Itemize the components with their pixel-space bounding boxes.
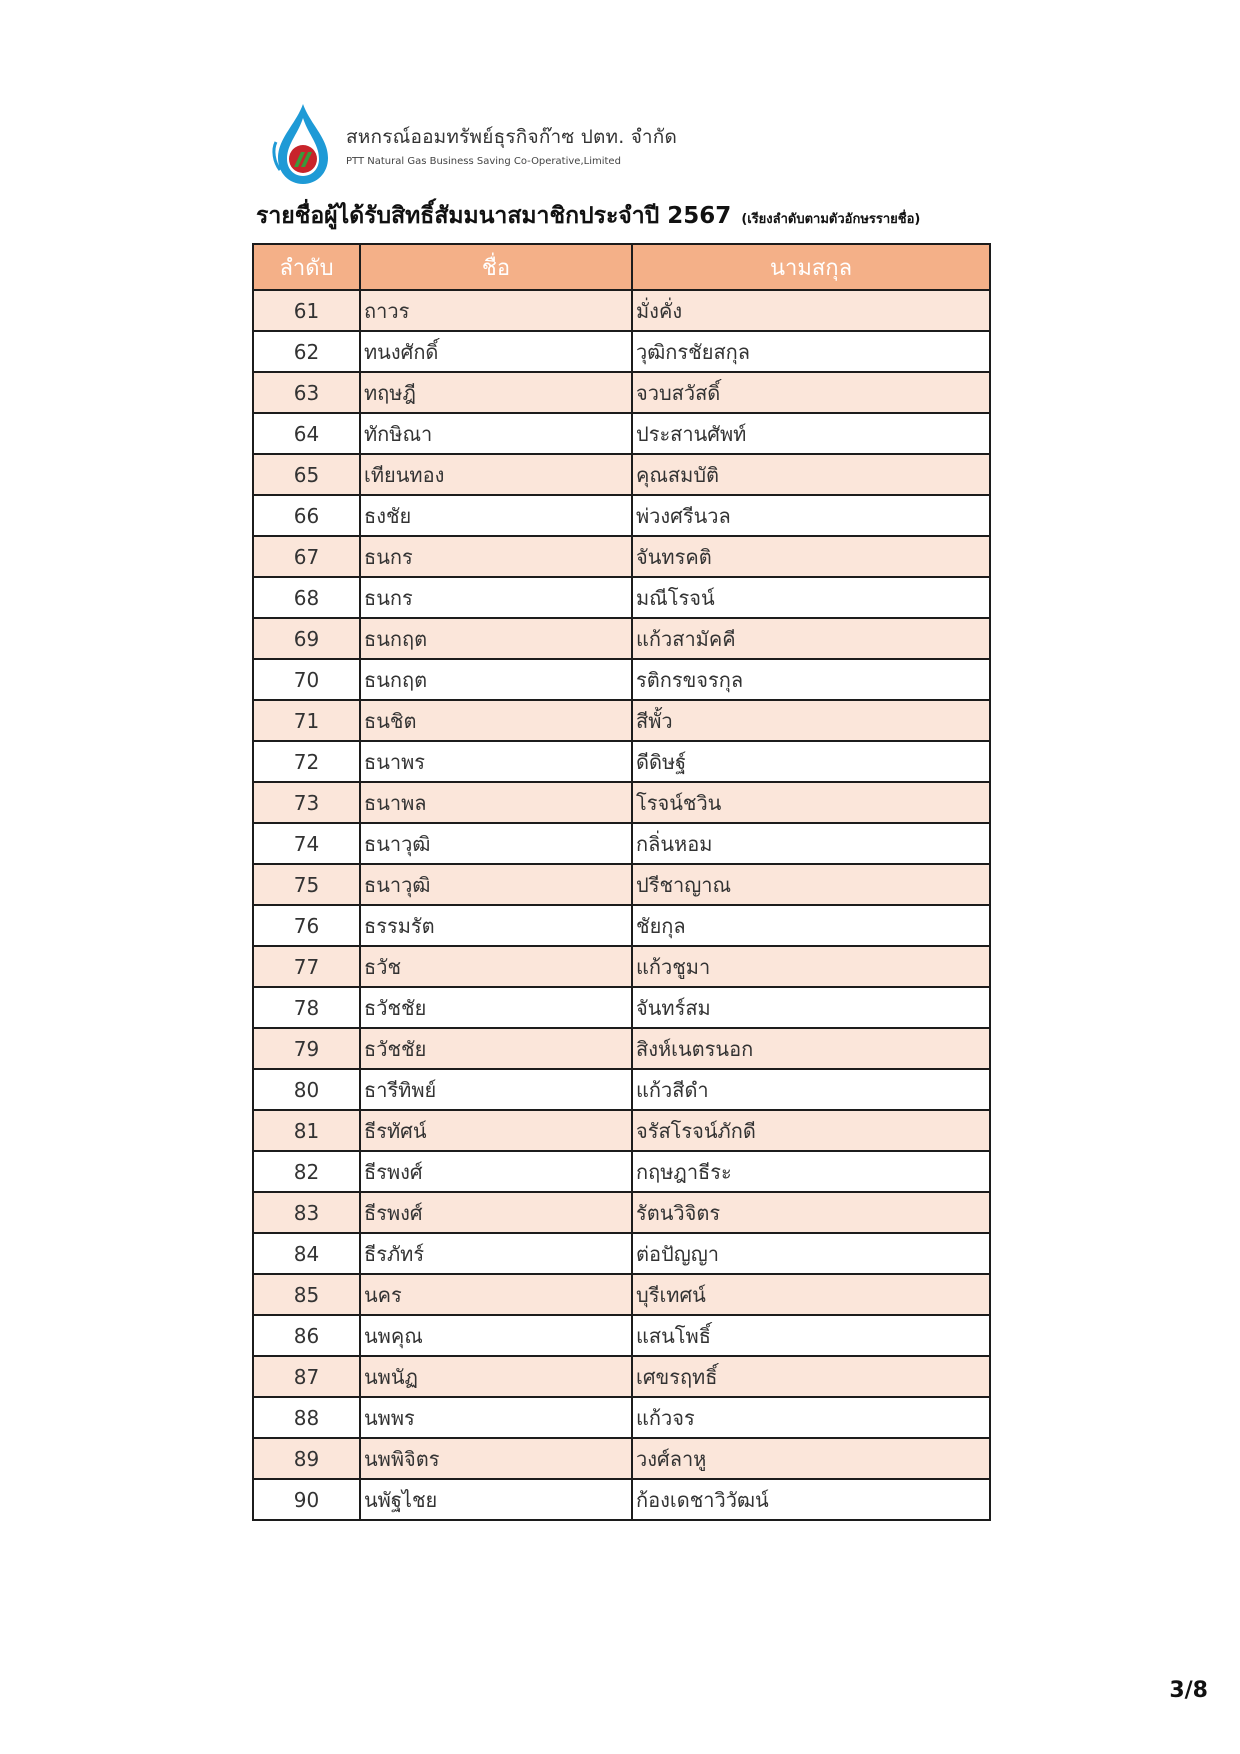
cell-first-name: ธนกฤต <box>360 618 632 659</box>
table-row <box>253 536 990 577</box>
cell-first-name: นพคุณ <box>360 1315 632 1356</box>
table-row <box>253 700 990 741</box>
page-title: รายชื่อผู้ได้รับสิทธิ์สัมมนาสมาชิกประจำปี 2567 <box>256 203 732 229</box>
cell-first-name: นพัฐไชย <box>360 1479 632 1520</box>
table-row <box>253 1151 990 1192</box>
cell-last-name: ชัยกุล <box>632 905 990 946</box>
cell-first-name: ธนาพล <box>360 782 632 823</box>
cell-first-name: ธีรทัศน์ <box>360 1110 632 1151</box>
cell-last-name: แก้วสีดำ <box>632 1069 990 1110</box>
cell-number: 67 <box>253 536 360 577</box>
table-row <box>253 1110 990 1151</box>
cell-last-name: ปรีชาญาณ <box>632 864 990 905</box>
cell-number: 72 <box>253 741 360 782</box>
table-row <box>253 741 990 782</box>
cell-last-name: แก้วชูมา <box>632 946 990 987</box>
table-row <box>253 905 990 946</box>
table-row <box>253 823 990 864</box>
cell-number: 84 <box>253 1233 360 1274</box>
cell-last-name: ประสานศัพท์ <box>632 413 990 454</box>
table-row <box>253 1233 990 1274</box>
cell-number: 69 <box>253 618 360 659</box>
column-header-last-name: นามสกุล <box>632 244 990 290</box>
cell-last-name: ดีดิษฐ์ <box>632 741 990 782</box>
cell-number: 68 <box>253 577 360 618</box>
table-row <box>253 290 990 331</box>
column-header-first-name: ชื่อ <box>360 244 632 290</box>
org-name-en: PTT Natural Gas Business Saving Co-Operative,Limited <box>346 155 621 167</box>
cell-last-name: เศขรฤทธิ์ <box>632 1356 990 1397</box>
table-row <box>253 1192 990 1233</box>
table-row <box>253 1069 990 1110</box>
cell-last-name: จันทร์สม <box>632 987 990 1028</box>
table-row <box>253 1274 990 1315</box>
cell-first-name: เทียนทอง <box>360 454 632 495</box>
cell-first-name: นพพร <box>360 1397 632 1438</box>
cell-number: 81 <box>253 1110 360 1151</box>
cell-first-name: ทักษิณา <box>360 413 632 454</box>
cell-last-name: พ่วงศรีนวล <box>632 495 990 536</box>
table-row <box>253 864 990 905</box>
cell-last-name: รัตนวิจิตร <box>632 1192 990 1233</box>
cell-last-name: จันทรคติ <box>632 536 990 577</box>
cell-first-name: ธนชิต <box>360 700 632 741</box>
table-row <box>253 495 990 536</box>
table-row <box>253 946 990 987</box>
cell-number: 88 <box>253 1397 360 1438</box>
cell-number: 70 <box>253 659 360 700</box>
cell-last-name: จรัสโรจน์ภักดี <box>632 1110 990 1151</box>
cell-first-name: ถาวร <box>360 290 632 331</box>
cell-number: 77 <box>253 946 360 987</box>
cell-last-name: สิงห์เนตรนอก <box>632 1028 990 1069</box>
cell-number: 89 <box>253 1438 360 1479</box>
cell-number: 90 <box>253 1479 360 1520</box>
cell-last-name: มั่งคั่ง <box>632 290 990 331</box>
cell-last-name: วงศ์ลาหู <box>632 1438 990 1479</box>
cell-first-name: ธงชัย <box>360 495 632 536</box>
members-table <box>252 243 991 1521</box>
cell-last-name: ต่อปัญญา <box>632 1233 990 1274</box>
cell-number: 62 <box>253 331 360 372</box>
page-number: 3/8 <box>1169 1678 1208 1703</box>
cell-last-name: คุณสมบัติ <box>632 454 990 495</box>
cell-last-name: สีพั้ว <box>632 700 990 741</box>
cell-first-name: ธีรพงศ์ <box>360 1151 632 1192</box>
cell-number: 74 <box>253 823 360 864</box>
cell-number: 83 <box>253 1192 360 1233</box>
table-row <box>253 1028 990 1069</box>
cell-last-name: รติกรขจรกุล <box>632 659 990 700</box>
cell-first-name: ธารีทิพย์ <box>360 1069 632 1110</box>
table-row <box>253 372 990 413</box>
table-row <box>253 1397 990 1438</box>
table-row <box>253 454 990 495</box>
table-row <box>253 1315 990 1356</box>
pttgas-logo-icon <box>270 102 336 186</box>
cell-first-name: ธีรพงศ์ <box>360 1192 632 1233</box>
table-row <box>253 413 990 454</box>
cell-number: 66 <box>253 495 360 536</box>
cell-first-name: ธนาวุฒิ <box>360 823 632 864</box>
table-row <box>253 618 990 659</box>
cell-number: 80 <box>253 1069 360 1110</box>
cell-number: 87 <box>253 1356 360 1397</box>
cell-first-name: ธีรภัทร์ <box>360 1233 632 1274</box>
table-row <box>253 1356 990 1397</box>
cell-last-name: กลิ่นหอม <box>632 823 990 864</box>
cell-last-name: โรจน์ชวิน <box>632 782 990 823</box>
cell-number: 71 <box>253 700 360 741</box>
org-name-th: สหกรณ์ออมทรัพย์ธุรกิจก๊าซ ปตท. จำกัด <box>346 125 677 148</box>
cell-number: 64 <box>253 413 360 454</box>
cell-number: 61 <box>253 290 360 331</box>
cell-first-name: นคร <box>360 1274 632 1315</box>
table-row <box>253 1438 990 1479</box>
letterhead <box>270 102 677 186</box>
cell-number: 79 <box>253 1028 360 1069</box>
cell-last-name: วุฒิกรชัยสกุล <box>632 331 990 372</box>
table-row <box>253 331 990 372</box>
cell-last-name: ก้องเดชาวิวัฒน์ <box>632 1479 990 1520</box>
cell-last-name: แสนโพธิ์ <box>632 1315 990 1356</box>
cell-last-name: แก้วจร <box>632 1397 990 1438</box>
cell-first-name: นพพิจิตร <box>360 1438 632 1479</box>
cell-first-name: ธนาพร <box>360 741 632 782</box>
cell-first-name: ทฤษฎี <box>360 372 632 413</box>
cell-first-name: นพนัฏ <box>360 1356 632 1397</box>
cell-number: 73 <box>253 782 360 823</box>
cell-number: 82 <box>253 1151 360 1192</box>
cell-number: 65 <box>253 454 360 495</box>
document-title <box>256 198 1056 234</box>
cell-number: 78 <box>253 987 360 1028</box>
cell-first-name: ธวัช <box>360 946 632 987</box>
cell-first-name: ธรรมรัต <box>360 905 632 946</box>
cell-last-name: กฤษฎาธีระ <box>632 1151 990 1192</box>
cell-number: 63 <box>253 372 360 413</box>
cell-number: 86 <box>253 1315 360 1356</box>
cell-first-name: ทนงศักดิ์ <box>360 331 632 372</box>
table-row <box>253 659 990 700</box>
table-row <box>253 987 990 1028</box>
cell-first-name: ธนาวุฒิ <box>360 864 632 905</box>
cell-number: 85 <box>253 1274 360 1315</box>
cell-last-name: แก้วสามัคคี <box>632 618 990 659</box>
cell-first-name: ธนกร <box>360 577 632 618</box>
table-row <box>253 577 990 618</box>
cell-first-name: ธวัชชัย <box>360 987 632 1028</box>
cell-first-name: ธนกฤต <box>360 659 632 700</box>
cell-last-name: มณีโรจน์ <box>632 577 990 618</box>
cell-first-name: ธนกร <box>360 536 632 577</box>
cell-first-name: ธวัชชัย <box>360 1028 632 1069</box>
page-subtitle: (เรียงลำดับตามตัวอักษรรายชื่อ) <box>741 212 921 227</box>
cell-last-name: จวบสวัสดิ์ <box>632 372 990 413</box>
table-row <box>253 782 990 823</box>
cell-number: 75 <box>253 864 360 905</box>
cell-last-name: บุรีเทศน์ <box>632 1274 990 1315</box>
table-header-row <box>253 244 990 290</box>
column-header-number: ลำดับ <box>253 244 360 290</box>
cell-number: 76 <box>253 905 360 946</box>
table-row <box>253 1479 990 1520</box>
